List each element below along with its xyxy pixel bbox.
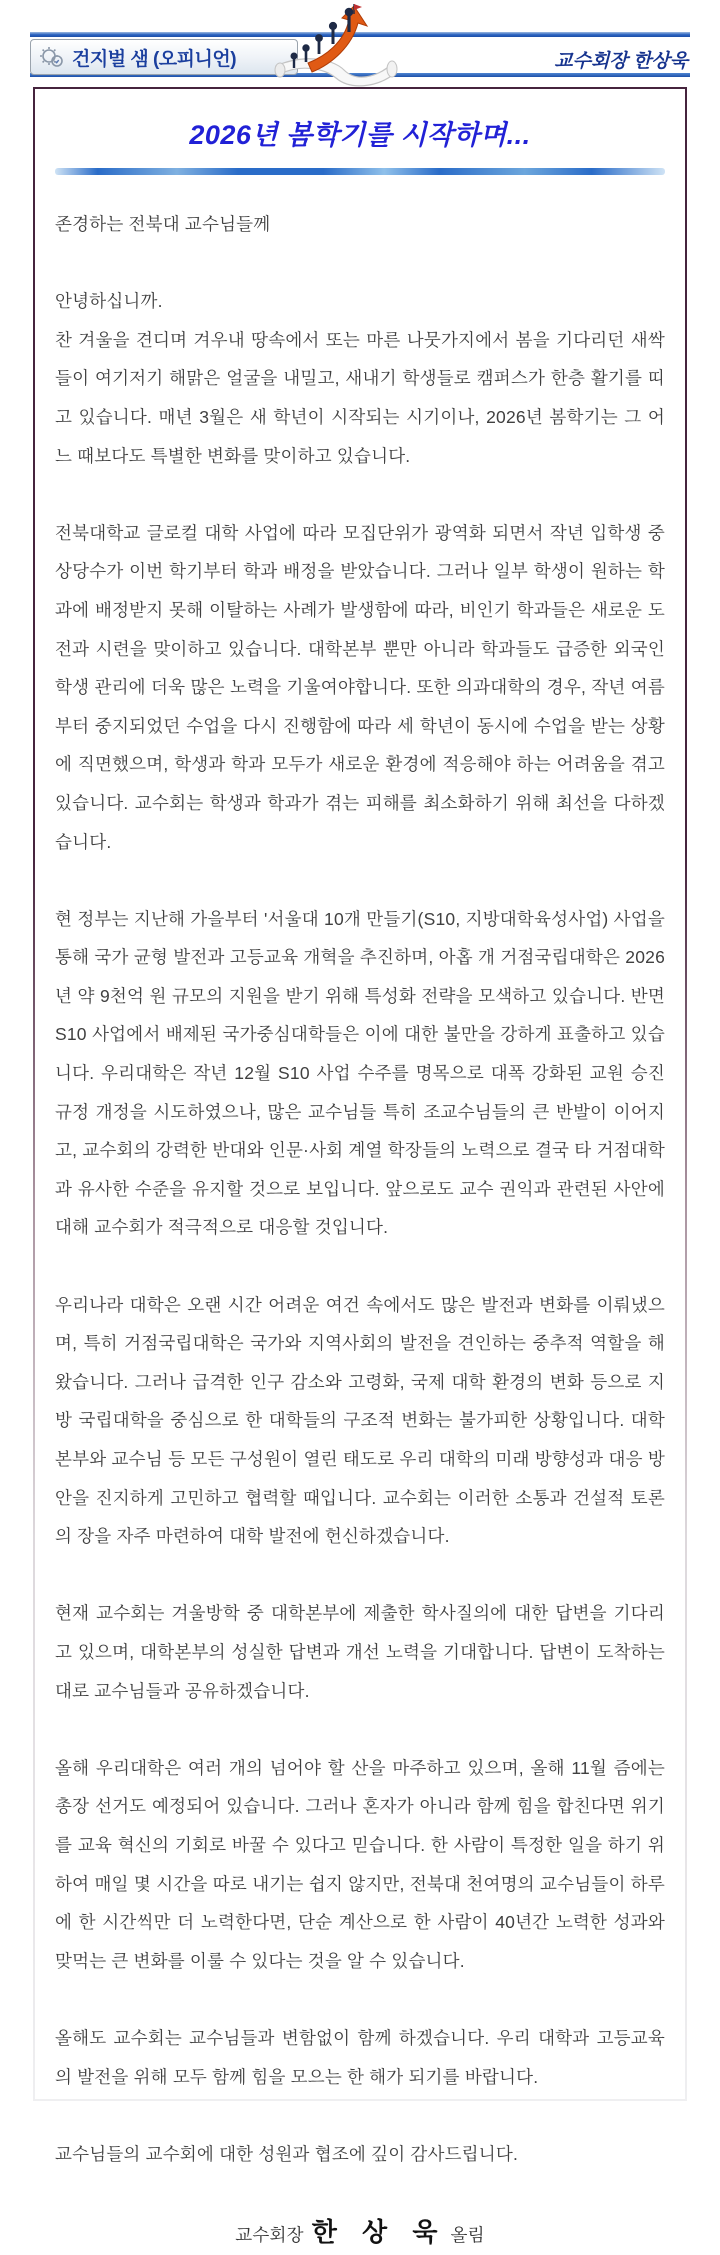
- letter-title: 2026년 봄학기를 시작하며...: [189, 120, 531, 150]
- letter-body: [55, 205, 665, 2255]
- masthead: [30, 39, 298, 75]
- paragraph-s10-policy: 현 정부는 지난해 가을부터 '서울대 10개 만들기(S10, 지방대학육성사업) 사업을 통해 국가 균형 발전과 고등교육 개혁을 추진하며, 아홉 개 거점국립대학은 2026년 약 9천억 원 규모의 지원을 받기 위해 특성화 전략을 모색하고 있습니다. 반면 S10 사업에서 배제된 국가중심대학들은 이에 대한 불만을 강하게 표출하고 있습니다. 우리대학은 작년 12월 S10 사업 수주를 명목으로 대폭 강화된 교원 승진 규정 개정을 시도하였으나, 많은 교수님들 특히 조교수님들의 큰 반발이 이어지고, 교수회의 강력한 반대와 인문·사회 계열 학장들의 노력으로 결국 타 거점대학과 유사한 수준을 유지할 것으로 보입니다. 앞으로도 교수 권익과 관련된 사안에 대해 교수회가 적극적으로 대응할 것입니다.: [55, 908, 665, 1238]
- signature-suffix: 올림: [450, 2225, 485, 2246]
- paragraph-thanks: 교수님들의 교수회에 대한 성원과 협조에 깊이 감사드립니다.: [55, 2143, 519, 2164]
- greeting-line: 안녕하십니까.: [55, 291, 163, 312]
- title-divider-rule: [55, 168, 665, 175]
- signature-name: 한 상 욱: [311, 2217, 447, 2248]
- paragraph-inquiry-response: 현재 교수회는 겨울방학 중 대학본부에 제출한 학사질의에 대한 답변을 기다리고 있으며, 대학본부의 성실한 답변과 개선 노력을 기대합니다. 답변이 도착하는 대로 교수님들과 공유하겠습니다.: [55, 1603, 665, 1701]
- paragraph-together: 올해도 교수회는 교수님들과 변함없이 함께 하겠습니다. 우리 대학과 고등교육의 발전을 위해 모두 함께 힘을 모으는 한 해가 되기를 바랍니다.: [55, 2027, 665, 2087]
- paragraph-spring-semester: 찬 겨울을 견디며 겨우내 땅속에서 또는 마른 나뭇가지에서 봄을 기다리던 새싹들이 여기저기 해맑은 얼굴을 내밀고, 새내기 학생들로 캠퍼스가 한층 활기를 띠고 있습니다. 매년 3월은 새 학년이 시작되는 시기이나, 2026년 봄학기는 그 어느 때보다도 특별한 변화를 맞이하고 있습니다.: [55, 329, 665, 466]
- salutation-line: 존경하는 전북대 교수님들께: [55, 214, 271, 234]
- masthead-label: 건지벌 샘 (오피니언): [72, 48, 237, 70]
- signature-block: [55, 2213, 665, 2255]
- letter-document: [33, 87, 687, 2248]
- climbing-to-success-image: [270, 4, 400, 88]
- page-header: [30, 28, 690, 80]
- signature-prefix: 교수회장: [235, 2225, 304, 2246]
- paragraph-structural-change: 우리나라 대학은 오랜 시간 어려운 여건 속에서도 많은 발전과 변화를 이뤄냈으며, 특히 거점국립대학은 국가와 지역사회의 발전을 견인하는 중추적 역할을 해왔습니다. 그러나 급격한 인구 감소와 고령화, 국제 대학 환경의 변화 등으로 지방 국립대학을 중심으로 한 대학들의 구조적 변화는 불가피한 상황입니다. 대학본부와 교수님 등 모든 구성원이 열린 태도로 우리 대학의 미래 방향성과 대응 방안을 진지하게 고민하고 협력할 때입니다. 교수회는 이러한 소통과 건설적 토론의 장을 자주 마련하여 대학 발전에 헌신하겠습니다.: [55, 1294, 665, 1547]
- idea-lightbulb-gear-icon: [39, 44, 65, 70]
- paragraph-challenges-election: 올해 우리대학은 여러 개의 넘어야 할 산을 마주하고 있으며, 올해 11월 즘에는 총장 선거도 예정되어 있습니다. 그러나 혼자가 아니라 함께 힘을 합친다면 위기를 교육 혁신의 기회로 바꿀 수 있다고 믿습니다. 한 사람이 특정한 일을 하기 위하여 매일 몇 시간을 따로 내기는 쉽지 않지만, 전북대 천여명의 교수님들이 하루에 한 시간씩만 더 노력한다면, 단순 계산으로 한 사람이 40년간 노력한 성과와 맞먹는 큰 변화를 이룰 수 있다는 것을 알 수 있습니다.: [55, 1757, 665, 1971]
- header-author-title: 교수회장 한상욱: [554, 51, 688, 72]
- paragraph-glocal-project: 전북대학교 글로컬 대학 사업에 따라 모집단위가 광역화 되면서 작년 입학생 중 상당수가 이번 학기부터 학과 배정을 받았습니다. 그러나 일부 학생이 원하는 학과에 배정받지 못해 이탈하는 사례가 발생함에 따라, 비인기 학과들은 새로운 도전과 시련을 맞이하고 있습니다. 대학본부 뿐만 아니라 학과들도 급증한 외국인 학생 관리에 더욱 많은 노력을 기울여야합니다. 또한 의과대학의 경우, 작년 여름부터 중지되었던 수업을 다시 진행함에 따라 세 학년이 동시에 수업을 받는 상황에 직면했으며, 학생과 학과 모두가 새로운 환경에 적응해야 하는 어려움을 겪고 있습니다. 교수회는 학생과 학과가 겪는 피해를 최소화하기 위해 최선을 다하겠습니다.: [55, 522, 665, 852]
